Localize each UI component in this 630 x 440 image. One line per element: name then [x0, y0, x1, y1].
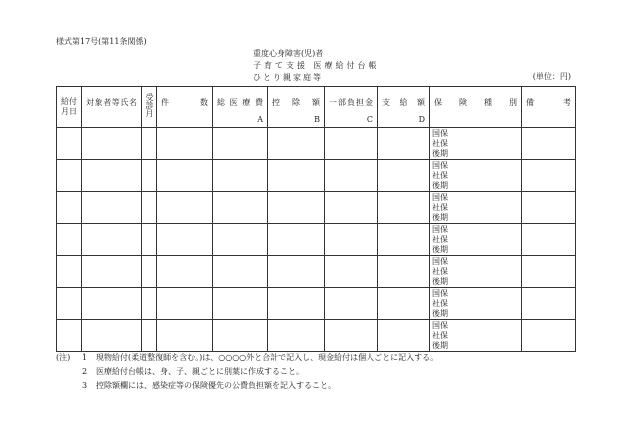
- cell-count: [157, 160, 213, 192]
- cell-total-medical-cost: [213, 288, 268, 320]
- cell-deduction: [268, 288, 325, 320]
- cell-payment: [378, 192, 430, 224]
- title-line-child-support: 子育て支援 医療給付台帳: [253, 61, 380, 70]
- note-item: [56, 365, 438, 379]
- insurance-options: [430, 192, 521, 223]
- cell-deduction: [268, 320, 325, 352]
- cell-insurance-type: [430, 256, 522, 288]
- cell-deduction: [268, 192, 325, 224]
- insurance-option: 後期: [432, 341, 448, 350]
- insurance-option: 後期: [432, 149, 448, 158]
- insurance-option: 国保: [432, 161, 448, 170]
- cell-count: [157, 288, 213, 320]
- col-insurance-type: 保険種別: [430, 87, 522, 128]
- cell-insurance-type: [430, 192, 522, 224]
- cell-copayment: [325, 160, 378, 192]
- note-number: 2: [82, 367, 88, 376]
- header-row: [57, 87, 576, 128]
- cell-payment: [378, 160, 430, 192]
- cell-visit-month: [142, 192, 157, 224]
- insurance-option: 社保: [432, 139, 448, 148]
- cell-deduction: [268, 224, 325, 256]
- insurance-options: [430, 128, 521, 159]
- insurance-option: 後期: [432, 245, 448, 254]
- insurance-option: 社保: [432, 171, 448, 180]
- cell-insurance-type: [430, 320, 522, 352]
- cell-remarks: [522, 160, 576, 192]
- insurance-option: 社保: [432, 299, 448, 308]
- cell-insurance-type: [430, 224, 522, 256]
- title-line-single-parent: ひとり親家庭等: [253, 73, 323, 82]
- insurance-option: 社保: [432, 203, 448, 212]
- cell-total-medical-cost: [213, 224, 268, 256]
- cell-date: [57, 256, 82, 288]
- insurance-options: [430, 160, 521, 191]
- title-line-disability: 重度心身障害(児)者: [253, 49, 324, 58]
- cell-visit-month: [142, 288, 157, 320]
- insurance-options: [430, 320, 521, 351]
- cell-visit-month: [142, 160, 157, 192]
- cell-deduction: [268, 160, 325, 192]
- cell-name: [82, 160, 142, 192]
- insurance-option: 国保: [432, 257, 448, 266]
- cell-total-medical-cost: [213, 128, 268, 160]
- cell-name: [82, 288, 142, 320]
- cell-payment: [378, 128, 430, 160]
- insurance-option: 国保: [432, 321, 448, 330]
- cell-copayment: [325, 256, 378, 288]
- notes-section: [56, 351, 438, 393]
- cell-name: [82, 128, 142, 160]
- cell-copayment: [325, 192, 378, 224]
- table-row: [57, 256, 576, 288]
- cell-name: [82, 256, 142, 288]
- cell-remarks: [522, 192, 576, 224]
- cell-count: [157, 224, 213, 256]
- note-item: [56, 351, 438, 365]
- cell-count: [157, 192, 213, 224]
- cell-count: [157, 256, 213, 288]
- note-text: 控除額欄には、感染症等の保険優先の公費負担額を記入すること。: [96, 381, 336, 390]
- note-number: 3: [82, 381, 88, 390]
- col-visit-month: 受診月: [142, 87, 157, 128]
- insurance-option: 国保: [432, 225, 448, 234]
- insurance-option: 国保: [432, 193, 448, 202]
- cell-date: [57, 224, 82, 256]
- cell-count: [157, 320, 213, 352]
- table-row: [57, 224, 576, 256]
- cell-copayment: [325, 288, 378, 320]
- cell-copayment: [325, 128, 378, 160]
- cell-visit-month: [142, 224, 157, 256]
- cell-name: [82, 192, 142, 224]
- insurance-option: 後期: [432, 181, 448, 190]
- form-number: 様式第17号(第11条関係): [56, 37, 147, 46]
- cell-deduction: [268, 256, 325, 288]
- insurance-option: 社保: [432, 235, 448, 244]
- cell-total-medical-cost: [213, 160, 268, 192]
- cell-total-medical-cost: [213, 256, 268, 288]
- cell-copayment: [325, 320, 378, 352]
- insurance-option: 後期: [432, 277, 448, 286]
- col-total-medical-cost: 総医療費 A: [213, 87, 268, 128]
- cell-date: [57, 288, 82, 320]
- col-copayment: 一部負担金 C: [325, 87, 378, 128]
- cell-payment: [378, 224, 430, 256]
- insurance-option: 国保: [432, 289, 448, 298]
- table-row: [57, 160, 576, 192]
- table-row: [57, 320, 576, 352]
- medical-benefit-ledger-table: [56, 86, 576, 352]
- cell-total-medical-cost: [213, 192, 268, 224]
- table-row: [57, 128, 576, 160]
- col-remarks: 備考: [522, 87, 576, 128]
- insurance-option: 後期: [432, 213, 448, 222]
- cell-remarks: [522, 288, 576, 320]
- cell-payment: [378, 320, 430, 352]
- note-text: 現物給付(柔道整復師を含む。)は、○○○○外と合計で記入し、現金給付は個人ごとに記入する。: [96, 353, 439, 362]
- insurance-option: 国保: [432, 129, 448, 138]
- col-deduction: 控除額 B: [268, 87, 325, 128]
- col-count: 件 数: [157, 87, 213, 128]
- notes-prefix: (注): [56, 353, 71, 362]
- cell-date: [57, 160, 82, 192]
- table-row: [57, 192, 576, 224]
- cell-remarks: [522, 256, 576, 288]
- cell-date: [57, 128, 82, 160]
- cell-copayment: [325, 224, 378, 256]
- note-number: 1: [82, 353, 88, 362]
- insurance-options: [430, 224, 521, 255]
- cell-insurance-type: [430, 128, 522, 160]
- col-date: 給付月日: [57, 87, 82, 128]
- insurance-options: [430, 256, 521, 287]
- cell-name: [82, 320, 142, 352]
- col-name: 対象者等氏名: [82, 87, 142, 128]
- cell-remarks: [522, 224, 576, 256]
- note-item: [56, 379, 438, 393]
- cell-visit-month: [142, 320, 157, 352]
- insurance-option: 社保: [432, 331, 448, 340]
- cell-insurance-type: [430, 288, 522, 320]
- col-payment: 支給額 D: [378, 87, 430, 128]
- note-text: 医療給付台帳は、身、子、親ごとに別葉に作成すること。: [96, 367, 304, 376]
- insurance-option: 社保: [432, 267, 448, 276]
- cell-date: [57, 320, 82, 352]
- cell-name: [82, 224, 142, 256]
- unit-label: (単位：円): [532, 72, 571, 81]
- cell-visit-month: [142, 128, 157, 160]
- cell-count: [157, 128, 213, 160]
- ledger-title: [253, 48, 380, 84]
- cell-payment: [378, 256, 430, 288]
- cell-date: [57, 192, 82, 224]
- cell-remarks: [522, 128, 576, 160]
- insurance-option: 後期: [432, 309, 448, 318]
- cell-insurance-type: [430, 160, 522, 192]
- insurance-options: [430, 288, 521, 319]
- cell-payment: [378, 288, 430, 320]
- cell-deduction: [268, 128, 325, 160]
- cell-remarks: [522, 320, 576, 352]
- table-row: [57, 288, 576, 320]
- cell-visit-month: [142, 256, 157, 288]
- cell-total-medical-cost: [213, 320, 268, 352]
